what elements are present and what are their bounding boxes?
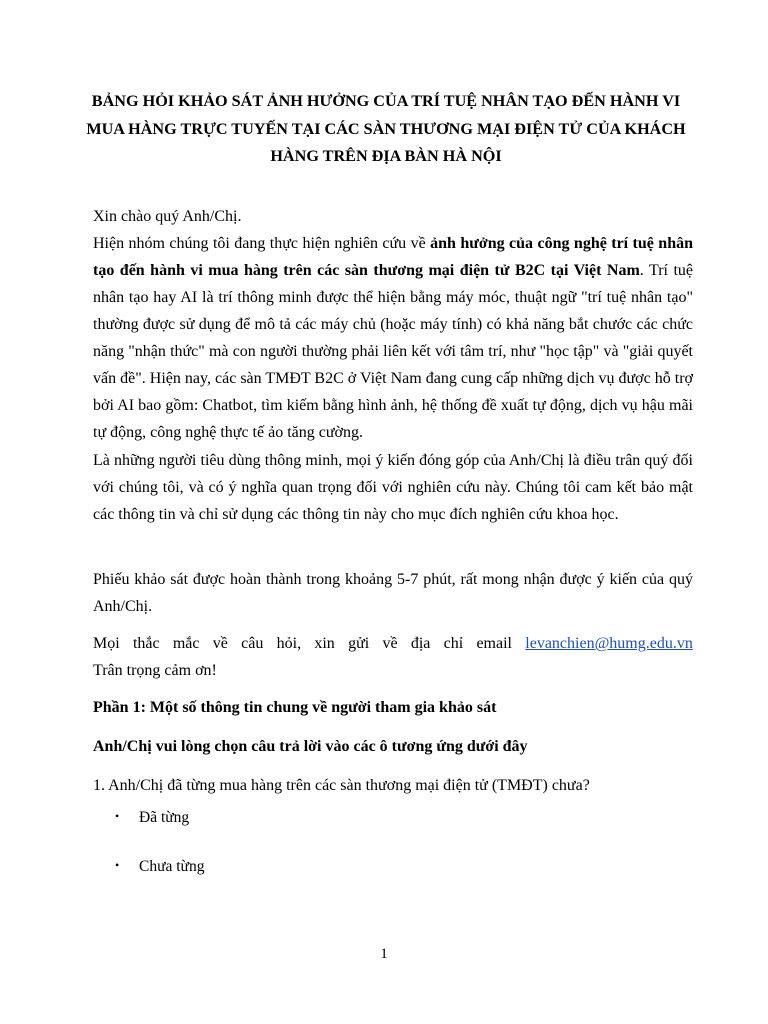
section-title: Phần 1: Một số thông tin chung về người tham gia khảo sát <box>93 699 497 716</box>
page-title: BẢNG HỎI KHẢO SÁT ẢNH HƯỞNG CỦA TRÍ TUỆ NHÂN TẠO ĐẾN HÀNH VI MUA HÀNG TRỰC TUYẾN TẠI CÁC SÀN THƯƠNG MẠI ĐIỆN TỬ CỦA KHÁCH HÀNG TRÊN ĐỊA BÀN HÀ NỘI <box>86 92 686 165</box>
contact-word: thắc <box>132 635 160 652</box>
option-da-tung[interactable] <box>115 805 189 829</box>
intro-rest: . Trí tuệ nhân tạo hay AI là trí thông minh được thể hiện bằng máy móc, thuật ngữ "trí tuệ nhân tạo" thường được sử dụng để mô tả các máy chủ (hoặc máy tính) có khả năng bắt chước các chức năng "nhận thức" mà con người thường phải liên kết với tâm trí, như "học tập" và "giải quyết vấn đề". Hiện nay, các sàn TMĐT B2C ở Việt Nam đang cung cấp những dịch vụ được hỗ trợ bởi AI bao gồm: Chatbot, tìm kiếm bằng hình ảnh, hệ thống đề xuất tự động, dịch vụ hậu mãi tự động, công nghệ thực tế ảo tăng cường. <box>93 262 693 441</box>
email-link[interactable]: levanchien@humg.edu.vn <box>525 635 693 652</box>
contact-word: xin <box>314 635 335 652</box>
contact-word: chỉ <box>443 635 464 652</box>
consumer-paragraph: Là những người tiêu dùng thông minh, mọi ý kiến đóng góp của Anh/Chị là điều trân quý đối với chúng tôi, và có ý nghĩa quan trọng đối với nghiên cứu này. Chúng tôi cam kết bảo mật các thông tin và chỉ sử dụng các thông tin này cho mục đích nghiên cứu khoa học. <box>93 452 693 523</box>
option-label: Đã từng <box>139 809 190 826</box>
time-paragraph: Phiếu khảo sát được hoàn thành trong khoảng 5-7 phút, rất mong nhận được ý kiến của quý Anh/Chị. <box>93 571 693 615</box>
contact-word: mắc <box>172 635 200 652</box>
question-1-text: 1. Anh/Chị đã từng mua hàng trên các sàn thương mại điện tử (TMĐT) chưa? <box>93 777 590 794</box>
contact-line <box>93 630 693 657</box>
page-number: 1 <box>380 946 388 962</box>
intro-paragraph <box>93 230 693 446</box>
contact-paragraph <box>93 630 693 684</box>
option-label: Chưa từng <box>139 858 205 875</box>
contact-word: về <box>212 635 228 652</box>
intro-bold-topic: ảnh hưởng của công nghệ trí tuệ nhân tạo đến hành vi mua hàng trên các sàn thương mại điện tử B2C tại Việt Nam <box>93 235 694 279</box>
contact-word: gửi <box>348 635 370 652</box>
bullet-icon: • <box>115 809 120 823</box>
instruction-text: Anh/Chị vui lòng chọn câu trả lời vào các ô tương ứng dưới đây <box>93 738 528 755</box>
intro-lead: Hiện nhóm chúng tôi đang thực hiện nghiên cứu về <box>93 235 431 252</box>
contact-word: địa <box>410 635 431 652</box>
greeting: Xin chào quý Anh/Chị. <box>93 208 242 225</box>
contact-word: hỏi, <box>276 635 302 652</box>
contact-word: email <box>476 635 512 652</box>
contact-word: về <box>382 635 398 652</box>
option-chua-tung[interactable] <box>115 854 204 878</box>
thanks-line: Trân trọng cảm ơn! <box>93 662 217 679</box>
bullet-icon: • <box>115 858 120 872</box>
contact-word: Mọi <box>93 635 120 652</box>
contact-word: câu <box>241 635 264 652</box>
